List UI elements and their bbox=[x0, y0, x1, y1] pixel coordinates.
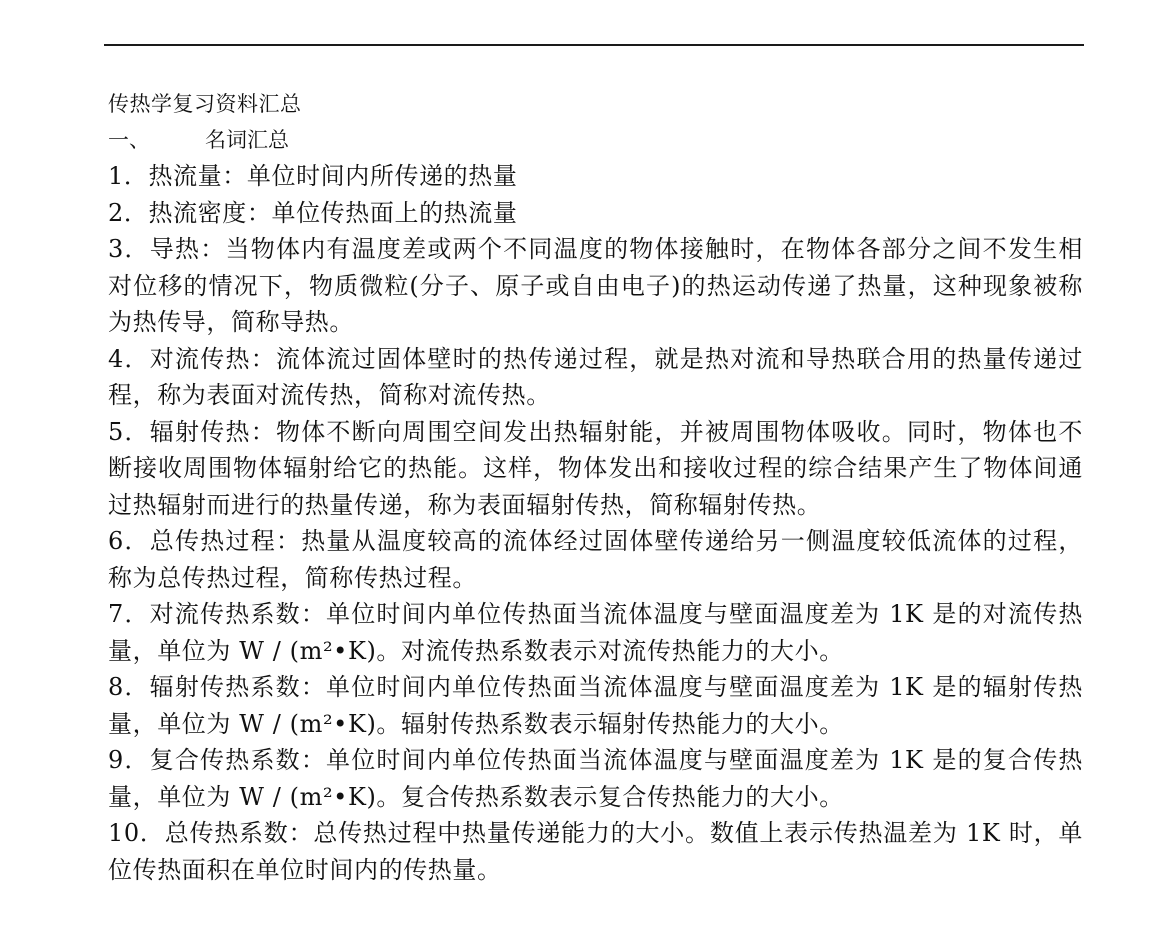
document-body bbox=[108, 86, 1083, 888]
term-item-5: 5．辐射传热：物体不断向周围空间发出热辐射能，并被周围物体吸收。同时，物体也不断接收周围物体辐射给它的热能。这样，物体发出和接收过程的综合结果产生了物体间通过热辐射而进行的热量传递，称为表面辐射传热，简称辐射传热。 bbox=[108, 417, 1083, 519]
term-item-4: 4．对流传热：流体流过固体壁时的热传递过程，就是热对流和导热联合用的热量传递过程，称为表面对流传热，简称对流传热。 bbox=[108, 344, 1083, 409]
term-item-8: 8．辐射传热系数：单位时间内单位传热面当流体温度与壁面温度差为 1K 是的辐射传热量，单位为 W / (m²•K)。辐射传热系数表示辐射传热能力的大小。 bbox=[108, 673, 1083, 738]
term-item-2: 2．热流密度：单位传热面上的热流量 bbox=[108, 198, 518, 227]
term-item-3: 3．导热：当物体内有温度差或两个不同温度的物体接触时，在物体各部分之间不发生相对位移的情况下，物质微粒(分子、原子或自由电子)的热运动传递了热量，这种现象被称为热传导，简称导热。 bbox=[108, 235, 1083, 336]
term-item-9: 9．复合传热系数：单位时间内单位传热面当流体温度与壁面温度差为 1K 是的复合传热量，单位为 W / (m²•K)。复合传热系数表示复合传热能力的大小。 bbox=[108, 746, 1083, 811]
section-heading bbox=[108, 122, 1083, 158]
section-number: 一、 bbox=[108, 128, 150, 152]
header-rule bbox=[104, 44, 1084, 46]
term-list bbox=[108, 158, 1083, 888]
term-item-1: 1．热流量：单位时间内所传递的热量 bbox=[108, 162, 518, 190]
term-item-6: 6．总传热过程：热量从温度较高的流体经过固体壁传递给另一侧温度较低流体的过程，称为总传热过程，简称传热过程。 bbox=[108, 527, 1083, 592]
section-label: 名词汇总 bbox=[205, 128, 289, 152]
term-item-10: 10．总传热系数：总传热过程中热量传递能力的大小。数值上表示传热温差为 1K 时，单位传热面积在单位时间内的传热量。 bbox=[108, 819, 1083, 884]
document-title: 传热学复习资料汇总 bbox=[108, 92, 302, 116]
term-item-7: 7．对流传热系数：单位时间内单位传热面当流体温度与壁面温度差为 1K 是的对流传热量，单位为 W / (m²•K)。对流传热系数表示对流传热能力的大小。 bbox=[108, 600, 1083, 665]
